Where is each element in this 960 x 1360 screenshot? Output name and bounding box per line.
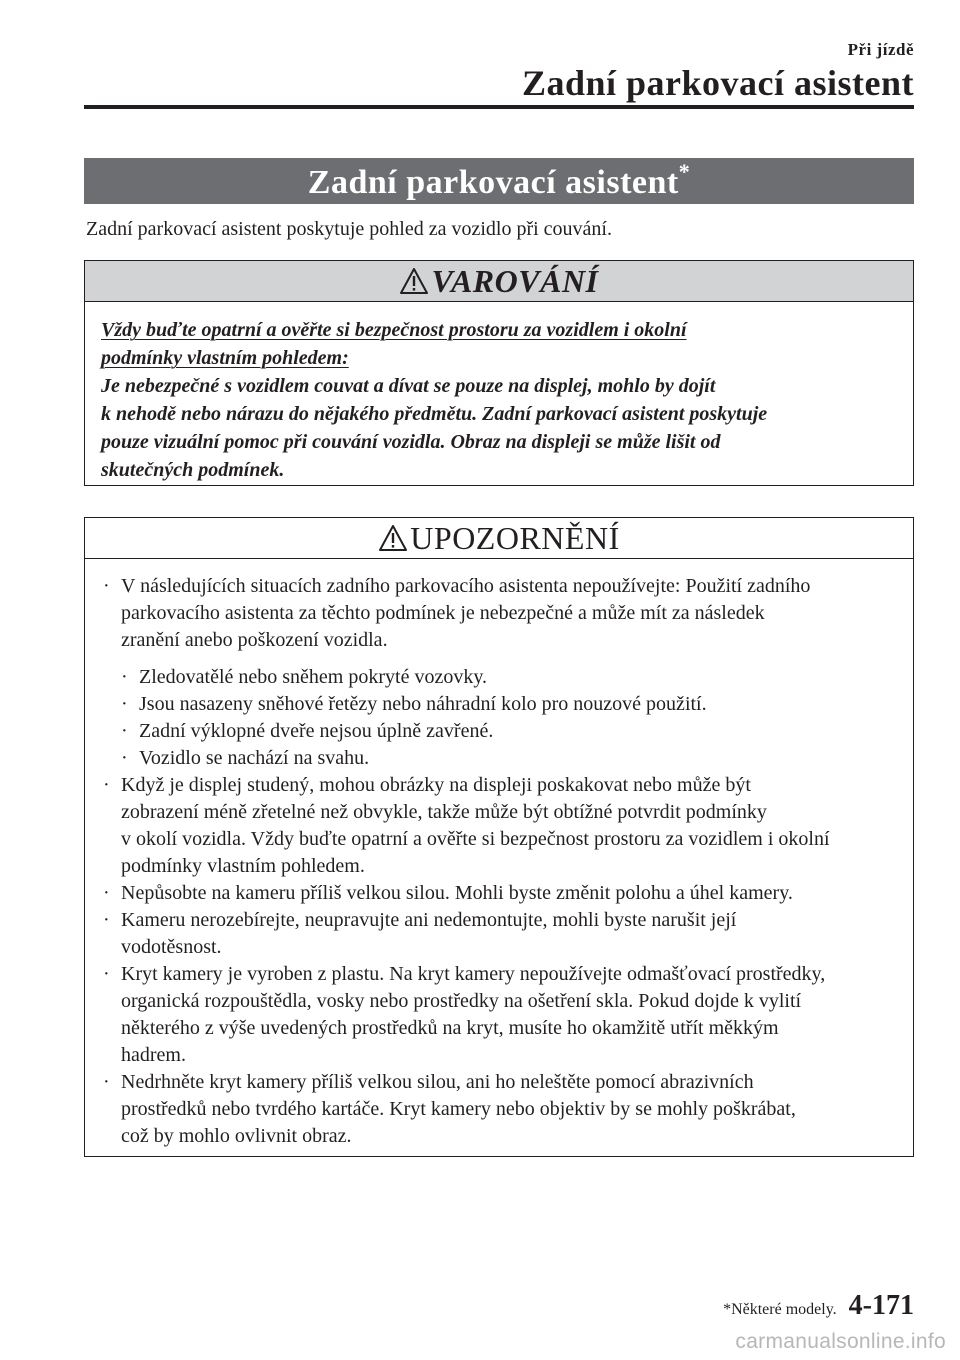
warning-line: Vždy buďte opatrní a ověřte si bezpečnost prostoru za vozidlem i okolní [101,319,687,341]
list-item [101,1069,899,1150]
caution-header [85,518,913,559]
item-line: zranění anebo poškození vozidla. [121,629,388,651]
watermark: carmanualsonline.info [735,1330,946,1353]
section-title: Zadní parkovací asistent [307,164,679,201]
caution-body [85,559,913,1150]
sub-list-item [119,745,899,772]
bullet: · [121,747,128,769]
item-line: Nepůsobte na kameru příliš velkou silou. Mohli byste změnit polohu a úhel kamery. [121,882,793,904]
warning-title: VAROVÁNÍ [431,262,599,299]
intro-text: Zadní parkovací asistent poskytuje pohled za vozidlo při couvání. [86,218,612,240]
warning-line: podmínky vlastním pohledem: [101,347,349,369]
footnote: *Některé modely. [723,1301,837,1318]
item-line: V následujících situacích zadního parkovacího asistenta nepoužívejte: Použití zadního [121,575,811,597]
sub-list-item [119,691,899,718]
item-line: zobrazení méně zřetelné než obvykle, takže může být obtížné potvrdit podmínky [121,801,767,823]
list-item [101,573,899,654]
item-line: což by mohlo ovlivnit obraz. [121,1125,352,1147]
sub-list-item [119,664,899,691]
header-divider [84,105,914,109]
caution-title: UPOZORNĚNÍ [410,519,620,556]
page-title: Zadní parkovací asistent [521,63,914,103]
item-line: vodotěsnost. [121,936,222,958]
item-line: Kameru nerozebírejte, neupravujte ani nedemontujte, mohli byste narušit její [121,909,737,931]
bullet: · [121,666,128,688]
warning-line: Je nebezpečné s vozidlem couvat a dívat se pouze na displej, mohlo by dojít [101,375,716,397]
caution-box [84,517,914,1157]
page-header [84,40,914,104]
item-line: organická rozpouštědla, vosky nebo prostředky na ošetření skla. Pokud dojde k vylití [121,990,802,1012]
warning-line: skutečných podmínek. [101,459,285,481]
list-item [101,880,899,907]
item-line: v okolí vozidla. Vždy buďte opatrní a ověřte si bezpečnost prostoru za vozidlem i okolní [121,828,830,850]
footnote-marker: * [678,158,691,184]
list-item [101,772,899,880]
list-item [101,907,899,961]
bullet: · [121,693,128,715]
warning-header [85,261,913,302]
page-number: 4-171 [848,1290,914,1321]
warning-box [84,260,914,486]
warning-triangle-icon [399,267,429,295]
item-line: Kryt kamery je vyroben z plastu. Na kryt kamery nepoužívejte odmašťovací prostředky, [121,963,826,985]
item-line: Zledovatělé nebo sněhem pokryté vozovky. [139,666,488,688]
bullet: · [121,720,128,742]
list-item [101,961,899,1069]
item-line: některého z výše uvedených prostředků na kryt, musíte ho okamžitě utřít měkkým [121,1017,779,1039]
bullet: · [103,909,110,931]
section-heading [84,158,914,204]
chapter-title: Při jízdě [847,40,914,59]
item-line: hadrem. [121,1044,186,1066]
sub-list-item [119,718,899,745]
item-line: Když je displej studený, mohou obrázky na displeji poskakovat nebo může být [121,774,751,796]
page-footer [723,1290,914,1322]
item-line: podmínky vlastním pohledem. [121,855,365,877]
bullet: · [103,963,110,985]
item-line: prostředků nebo tvrdého kartáče. Kryt kamery nebo objektiv by se mohly poškrábat, [121,1098,796,1120]
bullet: · [103,882,110,904]
bullet: · [103,1071,110,1093]
warning-triangle-icon [378,524,408,552]
bullet: · [103,575,110,597]
item-line: Zadní výklopné dveře nejsou úplně zavřené. [139,720,494,742]
warning-line: pouze vizuální pomoc při couvání vozidla. Obraz na displeji se může lišit od [101,431,721,453]
item-line: Vozidlo se nachází na svahu. [139,747,370,769]
item-line: Jsou nasazeny sněhové řetězy nebo náhradní kolo pro nouzové použití. [139,693,707,715]
item-line: Nedrhněte kryt kamery příliš velkou silou, ani ho neleštěte pomocí abrazivních [121,1071,754,1093]
warning-line: k nehodě nebo nárazu do nějakého předmětu. Zadní parkovací asistent poskytuje [101,403,768,425]
item-line: parkovacího asistenta za těchto podmínek je nebezpečné a může mít za následek [121,602,765,624]
warning-body [85,302,913,484]
bullet: · [103,774,110,796]
